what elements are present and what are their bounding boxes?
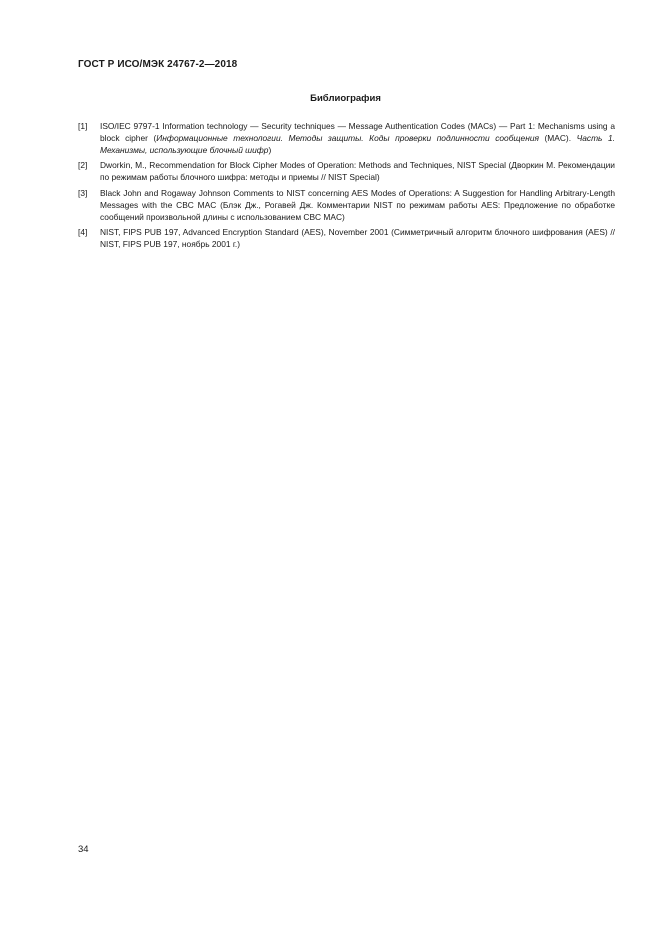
reference-text-italic: Информационные технологии. Методы защиты. Коды проверки подлинности сообщения <box>156 132 539 143</box>
reference-text: ) <box>268 144 272 155</box>
bibliography-item-text <box>100 121 615 156</box>
bibliography-item-number: [1] <box>78 121 88 131</box>
reference-text: Black John and Rogaway Johnson Comments to NIST concerning AES Modes of Operations: A Suggestion for Handling Arbitrary-Length Messages with the CBC MAC (Блэк Дж., Рогавей Дж. Комментарии NIST по режимам работы AES: Предложение по обработке сообщений произвольной длины с использованием CBC MAC) <box>100 187 615 222</box>
bibliography-item <box>78 188 615 223</box>
bibliography-item <box>78 227 615 251</box>
bibliography-item-text <box>100 160 615 184</box>
bibliography-item <box>78 160 615 184</box>
reference-text-italic: Часть 1. Механизмы, использующие блочный шифр <box>100 132 615 155</box>
bibliography-item <box>78 121 615 156</box>
page-number: 34 <box>78 844 89 855</box>
bibliography-item-text <box>100 227 615 251</box>
reference-text: Dworkin, M., Recommendation for Block Cipher Modes of Operation: Methods and Techniques, NIST Special (Дворкин М. Рекомендации по режимам работы блочного шифра: методы и приемы // NIST Special) <box>100 160 615 183</box>
reference-text: ISO/IEC 9797-1 Information technology — Security techniques — Message Authentication Codes (MACs) — Part 1: Mechanisms using a block cipher ( <box>100 121 615 143</box>
reference-text: (MAC). <box>538 132 577 143</box>
bibliography-item-text <box>100 188 615 223</box>
bibliography-item-number: [2] <box>78 160 88 171</box>
document-header: ГОСТ Р ИСО/МЭК 24767-2—2018 <box>78 59 238 70</box>
reference-text: NIST, FIPS PUB 197, Advanced Encryption Standard (AES), November 2001 (Симметричный алгоритм блочного шифрования (AES) // NIST, FIPS PUB 197, ноябрь 2001 г.) <box>100 227 615 250</box>
section-title: Библиография <box>310 93 381 104</box>
bibliography-item-number: [4] <box>78 227 88 238</box>
bibliography-list <box>78 121 615 255</box>
bibliography-item-number: [3] <box>78 187 88 198</box>
